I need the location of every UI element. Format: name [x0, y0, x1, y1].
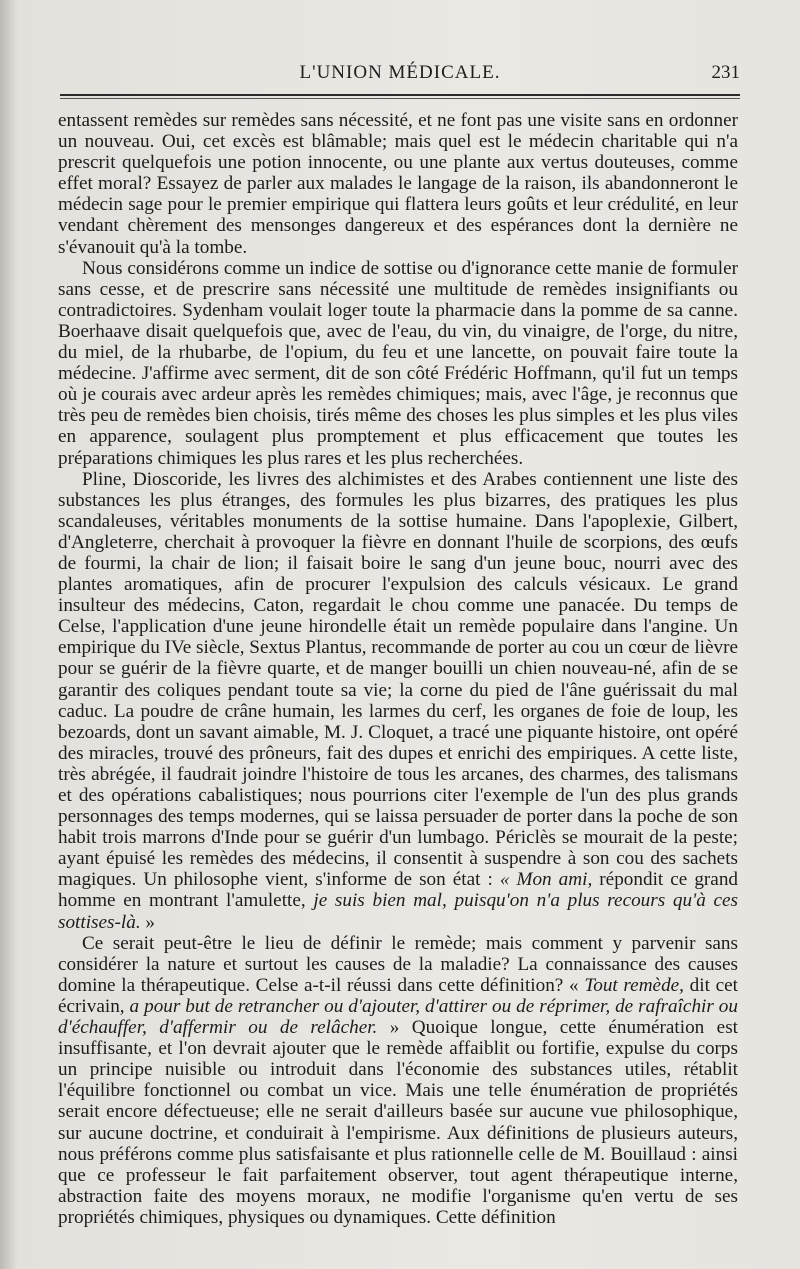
running-title: L'UNION MÉDICALE. — [299, 62, 501, 83]
text-run: Pline, Dioscoride, les livres des alchimistes et des Arabes contiennent une liste des substances les plus étranges, des formules les plus bizarres, des pratiques les plus scandaleuses, véritables monuments de la sottise humaine. Dans l'apoplexie, Gilbert, d'Angleterre, cherchait à provoquer la fièvre en donnant l'huile de scorpions, des œufs de fourmi, la chair de lion; il faisait boire le sang d'un jeune bouc, nourri avec des plantes aromatiques, afin de procurer l'expulsion des calculs vésicaux. Le grand insulteur des médecins, Caton, regardait le chou comme une panacée. Du temps de Celse, l'application d'une jeune hirondelle était un remède populaire dans l'angine. Un empirique du IVe siècle, Sextus Plantus, recommande de porter au cou un cœur de lièvre pour se guérir de la fièvre quarte, et de manger bouilli un chien nouveau-né, afin de se garantir des coliques pendant toute sa vie; la corne du pied de l'âne guérissait du mal caduc. La poudre de crâne humain, les larmes du cerf, les organes de foie de loup, les bezoards, dont un savant aimable, M. J. Cloquet, a tracé une piquante histoire, ont opéré des miracles, trouvé des prôneurs, fait des dupes et enrichi des empiriques. A cette liste, très abrégée, il faudrait joindre l'histoire de tous les arcanes, des charmes, des talismans et des opérations cabalistiques; nous pourrions citer l'exemple de l'un des plus grands personnages des temps modernes, qui se laissa persuader de porter dans la poche de son habit trois marrons d'Inde pour se guérir d'un lumbago. Périclès se mourait de la peste; ayant épuisé les remèdes des médecins, il consentit à suspendre à son cou des sachets magiques. Un philosophe vient, s'informe de son état : — [58, 468, 738, 891]
paragraph — [58, 110, 738, 258]
text-run: » Quoique longue, cette énumération est insuffisante, et l'on devrait ajouter que le remède affaiblit ou fortifie, expulse du corps un principe nuisible ou introduit dans l'économie des substances utiles, rétablit l'équilibre fonctionnel ou combat un vice. Mais une telle énumération de propriétés serait encore défectueuse; elle ne serait d'ailleurs basée sur aucune vue philosophique, sur aucune doctrine, et conduirait à l'empirisme. Aux définitions de plusieurs auteurs, nous préférons comme plus satisfaisante et plus rationnelle celle de M. Bouillaud : ainsi que ce professeur le fait parfaitement observer, tout agent thérapeutique interne, abstraction faite des moyens moraux, ne modifie l'organisme qu'en vertu de ses propriétés chimiques, physiques ou dynamiques. Cette définition — [58, 1017, 738, 1228]
text-run: Nous considérons comme un indice de sottise ou d'ignorance cette manie de formuler sans cesse, et de prescrire sans nécessité une multitude de remèdes insignifiants ou contradictoires. Sydenham voulait loger toute la pharmacie dans la pomme de sa canne. Boerhaave disait quelquefois que, avec de l'eau, du vin, du vinaigre, de l'orge, du nitre, du miel, de la rhubarbe, de l'opium, du feu et une lancette, on pouvait faire toute la médecine. J'affirme avec serment, dit de son côté Frédéric Hoffmann, qu'il fut un temps où je courais avec ardeur après les remèdes chimiques; mais, avec l'âge, je reconnus que très peu de remèdes bien choisis, tirés même des choses les plus simples et les plus viles en apparence, soulagent plus promptement et plus efficacement que toutes les préparations chimiques les plus rares et les plus recherchées. — [58, 257, 738, 469]
paragraph — [58, 258, 738, 469]
italic-text: a pour but de retrancher ou d'ajouter, d'attirer ou de réprimer, de rafraîchir ou d'échauffer, d'affermir ou de relâcher. — [58, 995, 738, 1039]
text-run: entassent remèdes sur remèdes sans nécessité, et ne font pas une visite sans en ordonner un nouveau. Oui, cet excès est blâmable; mais quel est le médecin charitable qui n'a prescrit quelquefois une potion innocente, ou une plante aux vertus douteuses, comme effet moral? Essayez de parler aux malades le langage de la raison, ils abandonneront le médecin sage pour le premier empirique qui flattera leurs goûts et leur crédulité, en leur vendant chèrement des mensonges dangereux et des espérances dont la dernière ne s'évanouit qu'à la tombe. — [58, 110, 738, 258]
page-number: 231 — [711, 62, 740, 83]
paragraph — [58, 469, 738, 933]
paragraph — [58, 933, 738, 1228]
text-run: Ce serait peut-être le lieu de définir le remède; mais comment y parvenir sans considérer la nature et surtout les causes de la maladie? La connaissance des causes domine la thérapeutique. Celse a-t-il réussi dans cette définition? « — [58, 932, 738, 996]
italic-text: je suis bien mal, puisqu'on n'a plus recours qu'à ces sottises-là. — [58, 890, 738, 933]
italic-text: Tout remède, — [584, 974, 684, 996]
page-header — [60, 62, 740, 88]
text-run: répondit ce grand homme en montrant l'amulette, — [58, 869, 739, 912]
header-rule-thin — [60, 98, 740, 99]
body-text — [58, 110, 738, 1228]
header-rule — [60, 94, 740, 96]
italic-text: « Mon ami, — [499, 869, 593, 891]
text-run: dit cet écrivain, — [58, 974, 738, 1017]
text-run: » — [140, 911, 156, 933]
